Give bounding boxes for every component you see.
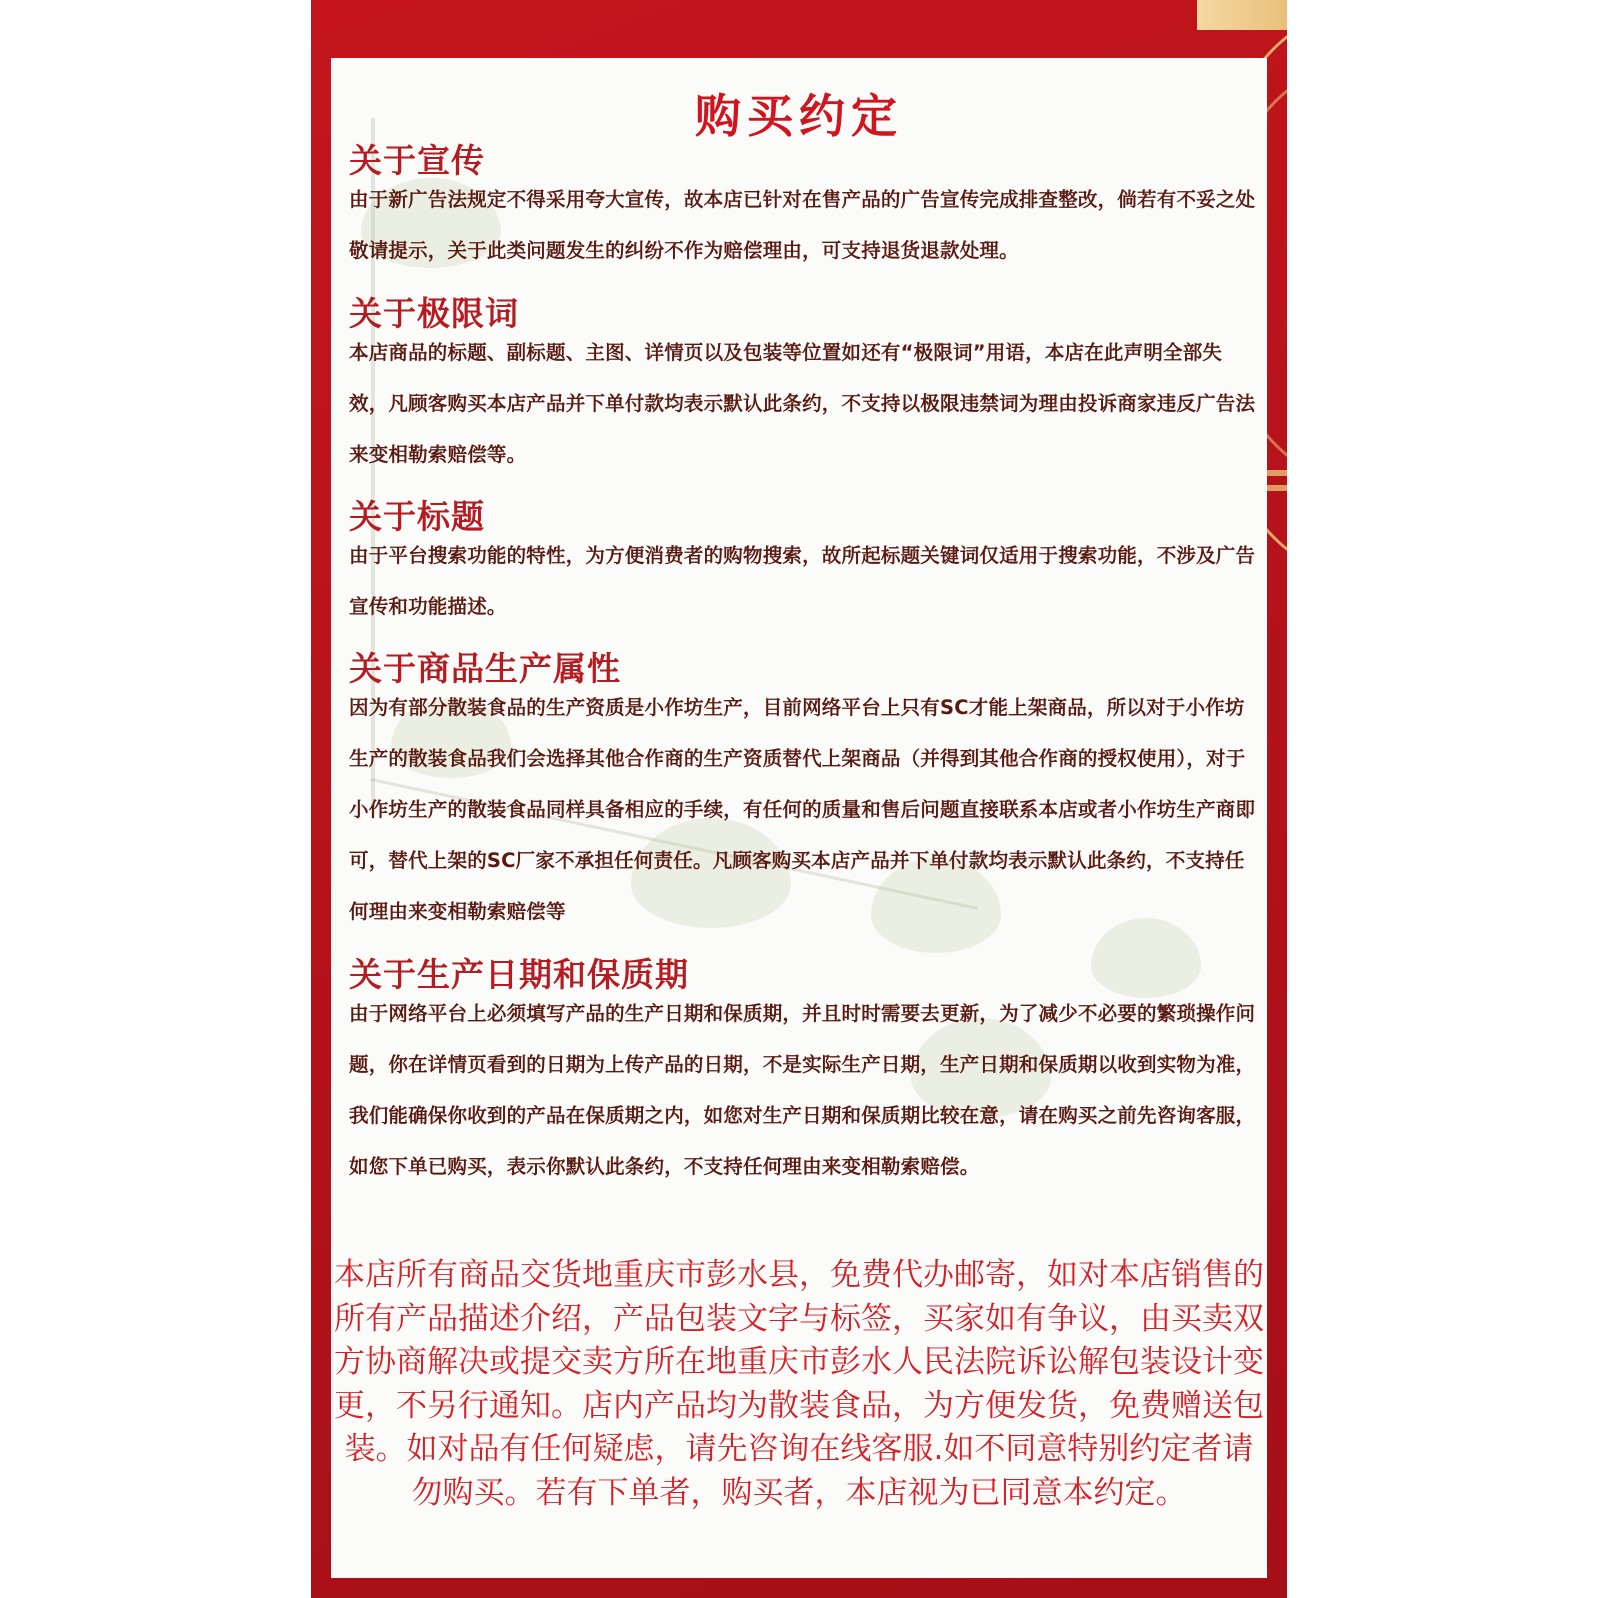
- gold-corner-tab: [1197, 0, 1287, 30]
- page-title: 购买约定: [695, 89, 903, 143]
- section-body-production-date: 由于网络平台上必须填写产品的生产日期和保质期，并且时时需要去更新，为了减少不必要的繁琐操作问题，你在详情页看到的日期为上传产品的日期，不是实际生产日期，生产日期和保质期以收到实物为准，我们能确保你收到的产品在保质期之内，如您对生产日期和保质期比较在意，请在购买之前先咨询客服，如您下单已购买，表示你默认此条约，不支持任何理由来变相勒索赔偿。: [349, 1002, 1256, 1178]
- section-heading-production-attributes: 关于商品生产属性: [349, 649, 621, 688]
- section-body-promotion: 由于新广告法规定不得采用夸大宣传，故本店已针对在售产品的广告宣传完成排查整改，倘若有不妥之处敬请提示，关于此类问题发生的纠纷不作为赔偿理由，可支持退货退款处理。: [349, 188, 1256, 262]
- agreement-card: [331, 58, 1267, 1578]
- gold-stripe: [1267, 485, 1287, 491]
- section-heading-production-date: 关于生产日期和保质期: [349, 955, 689, 994]
- store-notice: 本店所有商品交货地重庆市彭水县，免费代办邮寄，如对本店销售的所有产品描述介绍，产品包装文字与标签，买家如有争议，由买卖双方协商解决或提交卖方所在地重庆市彭水人民法院诉讼解包装设计变更，不另行通知。店内产品均为散装食品，为方便发货，免费赠送包装。如对品有任何疑虑，请先咨询在线客服.如不同意特别约定者请勿购买。若有下单者，购买者，本店视为已同意本约定。: [334, 1257, 1264, 1511]
- section-body-title: 由于平台搜索功能的特性，为方便消费者的购物搜索，故所起标题关键词仅适用于搜索功能，不涉及广告宣传和功能描述。: [349, 544, 1256, 618]
- section-heading-promotion: 关于宣传: [349, 141, 485, 180]
- section-body-production-attributes: 因为有部分散装食品的生产资质是小作坊生产，目前网络平台上只有SC才能上架商品，所以对于小作坊生产的散装食品我们会选择其他合作商的生产资质替代上架商品（并得到其他合作商的授权使用），对于小作坊生产的散装食品同样具备相应的手续，有任何的质量和售后问题直接联系本店或者小作坊生产商即可，替代上架的SC厂家不承担任何责任。凡顾客购买本店产品并下单付款均表示默认此条约，不支持任何理由来变相勒索赔偿等: [349, 696, 1256, 923]
- section-body-extreme-words: 本店商品的标题、副标题、主图、详情页以及包装等位置如还有“极限词”用语，本店在此声明全部失效，凡顾客购买本店产品并下单付款均表示默认此条约，不支持以极限违禁词为理由投诉商家违反广告法来变相勒索赔偿等。: [349, 341, 1256, 466]
- gold-stripe: [1267, 470, 1287, 476]
- section-heading-title: 关于标题: [349, 497, 485, 536]
- section-heading-extreme-words: 关于极限词: [349, 294, 519, 333]
